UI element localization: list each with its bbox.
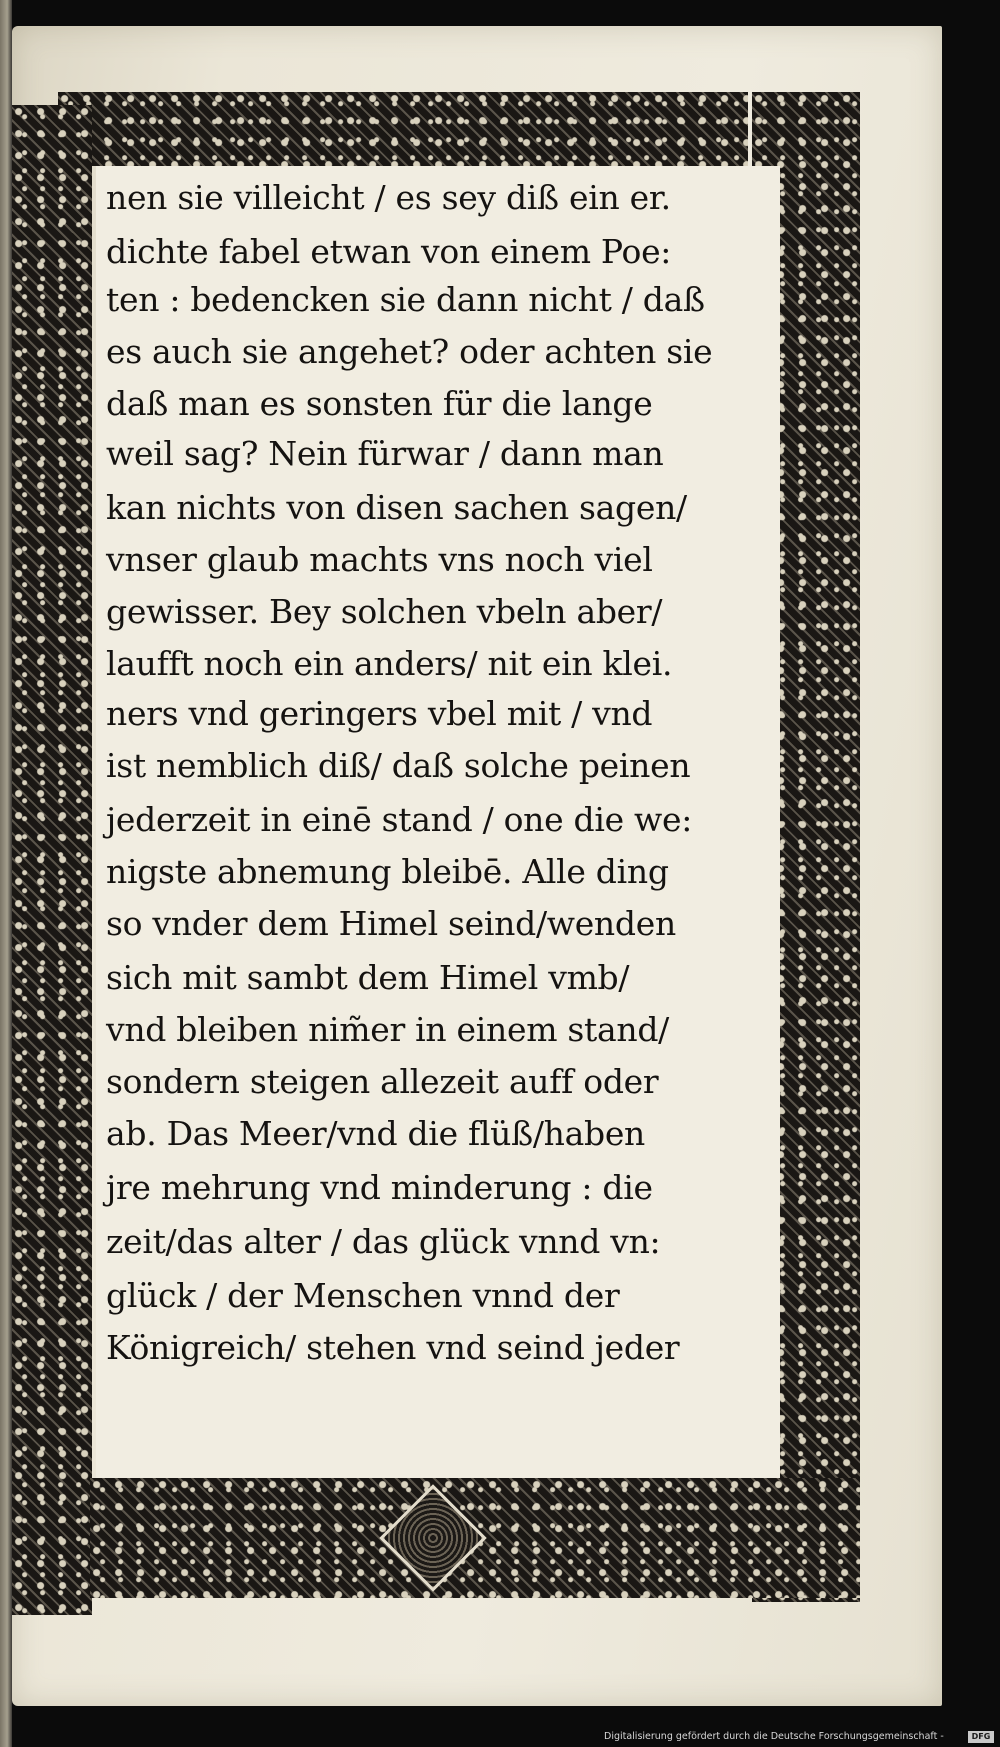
text-line: glück / der Menschen vnnd der: [106, 1276, 620, 1315]
text-line: Königreich/ stehen vnd seind jeder: [106, 1328, 680, 1367]
text-line: laufft noch ein anders/ nit ein klei.: [106, 644, 673, 683]
text-line: ten : bedencken sie dann nicht / daß: [106, 280, 705, 319]
text-line: sich mit sambt dem Himel vmb/: [106, 958, 630, 997]
text-line: daß man es sonsten für die lange: [106, 384, 653, 423]
text-line: nen sie villeicht / es sey diß ein er.: [106, 178, 671, 217]
text-line: vnd bleiben nim̃er in einem stand/: [106, 1010, 669, 1049]
text-block: [96, 166, 780, 1478]
text-line: jre mehrung vnd minderung : die: [106, 1168, 653, 1207]
text-line: ist nemblich diß/ daß solche peinen: [106, 746, 691, 785]
text-line: so vnder dem Himel seind/wenden: [106, 904, 676, 943]
woodcut-border-left: [12, 105, 92, 1615]
binding-gutter: [0, 0, 12, 1747]
text-line: kan nichts von disen sachen sagen/: [106, 488, 687, 527]
text-line: vnser glaub machts vns noch viel: [106, 540, 653, 579]
dfg-logo: DFG: [968, 1731, 994, 1743]
woodcut-border-top: [58, 92, 748, 166]
text-line: es auch sie angehet? oder achten sie: [106, 332, 713, 371]
text-line: ners vnd geringers vbel mit / vnd: [106, 694, 653, 733]
text-line: zeit/das alter / das glück vnnd vn:: [106, 1222, 661, 1261]
text-line: ab. Das Meer/vnd die flüß/haben: [106, 1114, 646, 1153]
text-line: nigste abnemung bleibē. Alle ding: [106, 852, 669, 891]
digitization-credit: Digitalisierung gefördert durch die Deutsche Forschungsgemeinschaft -: [604, 1731, 944, 1742]
text-line: sondern steigen allezeit auff oder: [106, 1062, 659, 1101]
text-line: jederzeit in einē stand / one die we:: [106, 800, 693, 839]
text-line: gewisser. Bey solchen vbeln aber/: [106, 592, 663, 631]
text-line: weil sag? Nein fürwar / dann man: [106, 434, 664, 473]
text-line: dichte fabel etwan von einem Poe:: [106, 232, 672, 271]
